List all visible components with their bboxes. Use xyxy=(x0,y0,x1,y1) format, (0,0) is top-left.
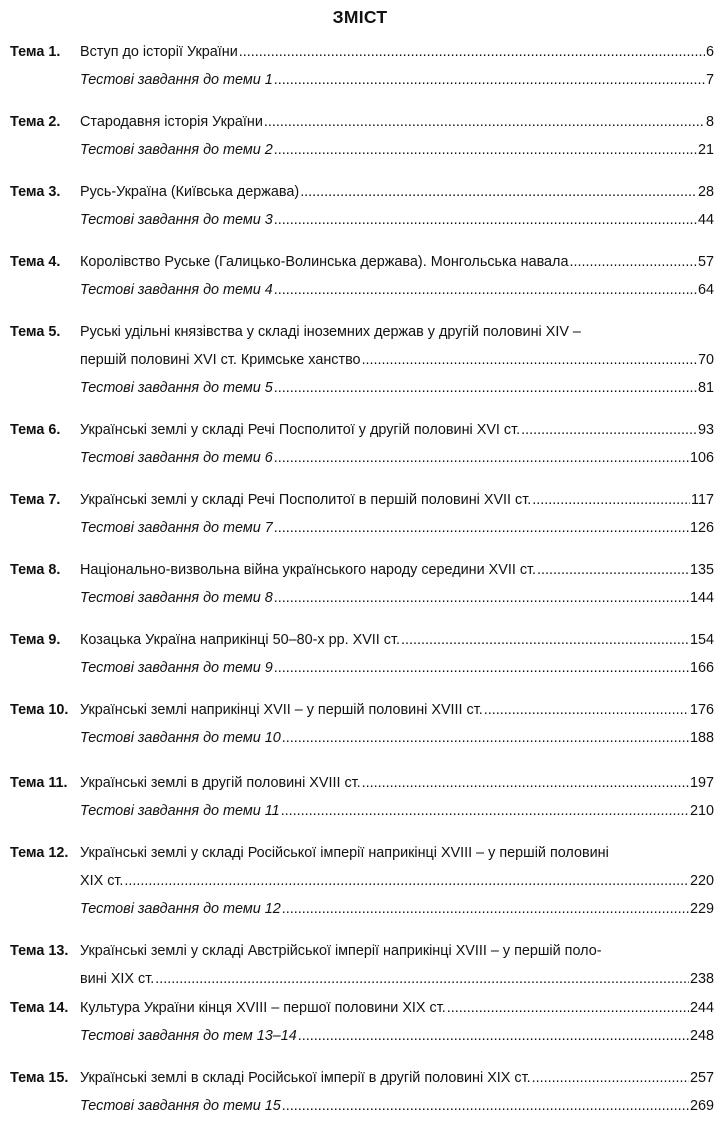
dot-leader xyxy=(298,1022,689,1050)
topic-title-line-1[interactable]: Руські удільні князівства у складі іноземних держав у другій половині XIV – xyxy=(80,324,581,340)
page-number: 106 xyxy=(689,450,714,466)
page-number: 117 xyxy=(691,492,714,508)
dot-leader xyxy=(274,136,697,164)
toc-topic-14 xyxy=(10,994,714,1050)
dot-leader xyxy=(274,206,697,234)
page-number: 28 xyxy=(697,184,714,200)
dot-leader xyxy=(124,867,689,895)
toc-test-entry[interactable] xyxy=(80,136,714,164)
toc-entry[interactable] xyxy=(80,965,714,993)
topic-number: Тема 13. xyxy=(10,942,69,959)
test-title: Тестові завдання до теми 6 xyxy=(80,450,273,466)
toc-entry[interactable] xyxy=(80,994,714,1022)
page-number: 244 xyxy=(689,999,714,1016)
dot-leader xyxy=(521,416,697,444)
toc-test-entry[interactable] xyxy=(80,1022,714,1050)
dot-leader xyxy=(569,248,697,276)
toc-topic-13 xyxy=(10,937,714,993)
dot-leader xyxy=(274,66,705,94)
dot-leader xyxy=(532,486,690,514)
dot-leader xyxy=(282,724,689,752)
topic-number: Тема 15. xyxy=(10,1069,69,1086)
topic-title: Русь-Україна (Київська держава) xyxy=(80,184,300,200)
dot-leader xyxy=(447,994,689,1022)
topic-number: Тема 8. xyxy=(10,562,61,578)
page-number: 220 xyxy=(689,872,714,889)
test-title: Тестові завдання до теми 11 xyxy=(80,802,280,819)
dot-leader xyxy=(155,965,689,993)
page-number: 135 xyxy=(689,562,714,578)
page-number: 126 xyxy=(689,520,714,536)
test-title: Тестові завдання до теми 3 xyxy=(80,212,273,228)
topic-number: Тема 14. xyxy=(10,999,69,1016)
topic-title: Стародавня історія України xyxy=(80,114,263,130)
toc-entry[interactable] xyxy=(80,696,714,724)
toc-test-entry[interactable] xyxy=(80,1092,714,1120)
test-title: Тестові завдання до теми 8 xyxy=(80,590,273,606)
dot-leader xyxy=(274,276,697,304)
toc-test-entry[interactable] xyxy=(80,654,714,682)
page-number: 81 xyxy=(697,380,714,396)
toc-topic-2 xyxy=(10,108,714,164)
page-title: ЗМІСТ xyxy=(332,7,388,27)
toc-entry[interactable] xyxy=(80,486,714,514)
topic-number: Тема 12. xyxy=(10,844,69,861)
page-number: 64 xyxy=(697,282,714,298)
dot-leader xyxy=(282,895,689,923)
dot-leader xyxy=(401,626,689,654)
page-number: 197 xyxy=(689,774,714,791)
page-number: 144 xyxy=(689,590,714,606)
page-number: 269 xyxy=(689,1097,714,1114)
page-number: 176 xyxy=(689,702,714,718)
topic-number: Тема 2. xyxy=(10,114,61,130)
page-number: 238 xyxy=(689,970,714,987)
topic-title: Українські землі у складі Речі Посполитої в першій половині XVII ст. xyxy=(80,492,532,508)
dot-leader xyxy=(537,556,689,584)
dot-leader xyxy=(362,346,697,374)
page-number: 210 xyxy=(689,802,714,819)
test-title: Тестові завдання до теми 12 xyxy=(80,900,281,917)
page-number: 6 xyxy=(705,44,714,60)
dot-leader xyxy=(274,374,697,402)
toc-topic-8 xyxy=(10,556,714,612)
page-number: 7 xyxy=(705,72,714,88)
toc-test-entry[interactable] xyxy=(80,206,714,234)
topic-title: Королівство Руське (Галицько-Волинська держава). Монгольська навала xyxy=(80,254,569,270)
toc-entry[interactable] xyxy=(80,178,714,206)
topic-title: Козацька Україна наприкінці 50–80-х рр. XVII ст. xyxy=(80,632,400,648)
topic-title: Українські землі в складі Російської імперії в другій половині XIX ст. xyxy=(80,1069,531,1086)
toc-entry[interactable] xyxy=(80,346,714,374)
topic-title-line-2: першій половині XVI ст. Кримське ханство xyxy=(80,352,361,368)
toc-entry[interactable] xyxy=(80,1064,714,1092)
topic-title: Національно-визвольна війна українського народу середини XVII ст. xyxy=(80,562,537,578)
toc-topic-6 xyxy=(10,416,714,472)
topic-title-line-1[interactable]: Українські землі у складі Російської імперії наприкінці XVIII – у першій половині xyxy=(80,844,609,861)
toc-entry[interactable] xyxy=(80,867,714,895)
page-number: 70 xyxy=(697,352,714,368)
page-number: 57 xyxy=(697,254,714,270)
toc-topic-5 xyxy=(10,318,714,402)
toc-test-entry[interactable] xyxy=(80,895,714,923)
page-number: 166 xyxy=(689,660,714,676)
topic-title-line-2: вині XIX ст. xyxy=(80,970,155,987)
test-title: Тестові завдання до теми 15 xyxy=(80,1097,281,1114)
dot-leader xyxy=(239,38,705,66)
topic-title-line-2: XIX ст. xyxy=(80,872,124,889)
page-number: 154 xyxy=(689,632,714,648)
topic-number: Тема 1. xyxy=(10,44,61,60)
dot-leader xyxy=(362,769,689,797)
table-of-contents xyxy=(10,38,714,1134)
toc-test-entry[interactable] xyxy=(80,724,714,752)
topic-title: Українські землі наприкінці XVII – у першій половині XVIII ст. xyxy=(80,702,483,718)
topic-number: Тема 10. xyxy=(10,702,69,718)
toc-entry[interactable] xyxy=(80,556,714,584)
test-title: Тестові завдання до теми 9 xyxy=(80,660,273,676)
page-number: 257 xyxy=(689,1069,714,1086)
toc-topic-9 xyxy=(10,626,714,682)
topic-title: Українські землі в другій половині XVIII ст. xyxy=(80,774,361,791)
test-title: Тестові завдання до теми 4 xyxy=(80,282,273,298)
dot-leader xyxy=(274,514,689,542)
topic-number: Тема 3. xyxy=(10,184,61,200)
toc-entry[interactable] xyxy=(80,769,714,797)
toc-topic-12 xyxy=(10,839,714,923)
topic-number: Тема 9. xyxy=(10,632,61,648)
topic-title-line-1[interactable]: Українські землі у складі Австрійської імперії наприкінці XVIII – у першій поло- xyxy=(80,942,602,959)
toc-topic-11 xyxy=(10,769,714,825)
dot-leader xyxy=(274,654,689,682)
toc-test-entry[interactable] xyxy=(80,797,714,825)
test-title: Тестові завдання до теми 5 xyxy=(80,380,273,396)
toc-entry[interactable] xyxy=(80,38,714,66)
topic-number: Тема 7. xyxy=(10,492,61,508)
toc-test-entry[interactable] xyxy=(80,514,714,542)
toc-topic-4 xyxy=(10,248,714,304)
toc-test-entry[interactable] xyxy=(80,444,714,472)
page-number: 248 xyxy=(689,1027,714,1044)
page-number: 188 xyxy=(689,730,714,746)
toc-entry[interactable] xyxy=(80,248,714,276)
toc-topic-10 xyxy=(10,696,714,752)
test-title: Тестові завдання до теми 10 xyxy=(80,730,281,746)
toc-topic-3 xyxy=(10,178,714,234)
page-number: 21 xyxy=(697,142,714,158)
test-title: Тестові завдання до тем 13–14 xyxy=(80,1027,297,1044)
toc-topic-1 xyxy=(10,38,714,94)
dot-leader xyxy=(281,797,689,825)
topic-number: Тема 4. xyxy=(10,254,61,270)
dot-leader xyxy=(274,444,689,472)
dot-leader xyxy=(300,178,697,206)
dot-leader xyxy=(264,108,705,136)
dot-leader xyxy=(282,1092,689,1120)
page-number: 44 xyxy=(697,212,714,228)
toc-entry[interactable] xyxy=(80,108,714,136)
topic-number: Тема 6. xyxy=(10,422,61,438)
toc-test-entry[interactable] xyxy=(80,584,714,612)
toc-entry[interactable] xyxy=(80,626,714,654)
toc-test-entry[interactable] xyxy=(80,276,714,304)
topic-number: Тема 11. xyxy=(10,774,68,791)
toc-topic-15 xyxy=(10,1064,714,1120)
test-title: Тестові завдання до теми 7 xyxy=(80,520,273,536)
test-title: Тестові завдання до теми 1 xyxy=(80,72,273,88)
toc-test-entry[interactable] xyxy=(80,66,714,94)
page-number: 93 xyxy=(697,422,714,438)
toc-test-entry[interactable] xyxy=(80,374,714,402)
topic-title: Українські землі у складі Речі Посполитої у другій половині XVI ст. xyxy=(80,422,521,438)
toc-entry[interactable] xyxy=(80,416,714,444)
topic-title: Вступ до історії України xyxy=(80,44,238,60)
page-number: 8 xyxy=(705,114,714,130)
dot-leader xyxy=(274,584,689,612)
toc-topic-7 xyxy=(10,486,714,542)
test-title: Тестові завдання до теми 2 xyxy=(80,142,273,158)
dot-leader xyxy=(532,1064,689,1092)
topic-number: Тема 5. xyxy=(10,324,61,340)
page-number: 229 xyxy=(689,900,714,917)
dot-leader xyxy=(484,696,689,724)
topic-title: Культура України кінця XVIII – першої половини XIX ст. xyxy=(80,999,446,1016)
